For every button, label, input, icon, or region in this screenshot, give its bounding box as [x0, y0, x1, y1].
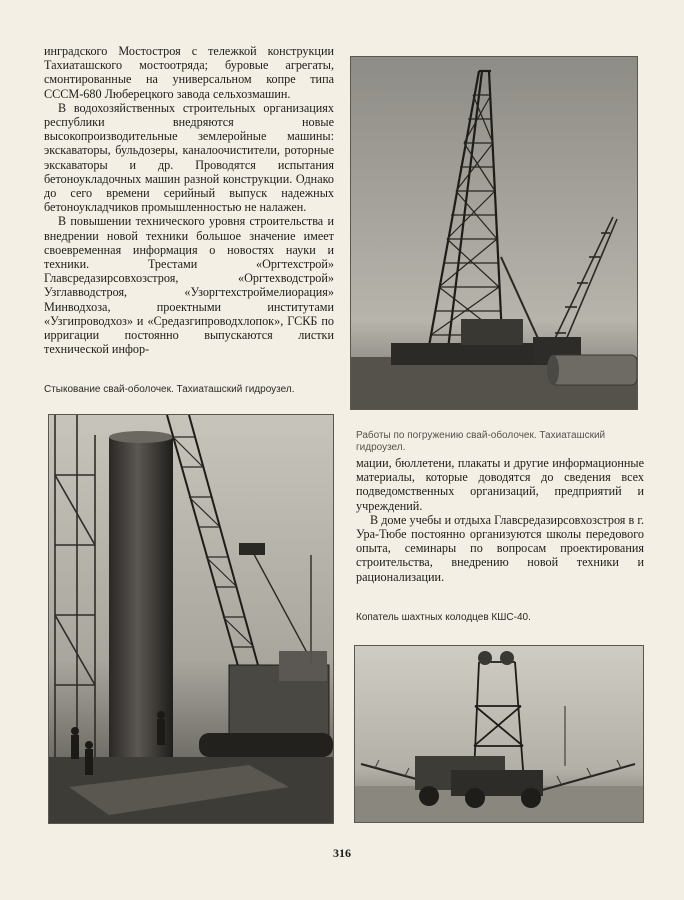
pile-joining-illustration	[49, 415, 333, 823]
paragraph: инградского Мостостроя с тележкой конструкции Тахиаташского мостоотряда; буровые агрегаты, смонтированные на универсальном копре типа СССМ-680 Люберецкого завода сельхозмашин.	[44, 44, 334, 101]
paragraph: В доме учебы и отдыха Главсредазирсовхозстроя в г. Ура-Тюбе постоянно организуются школы передового опыта, семинары по вопросам проектирования строительства, внедрению новой техники и рационализации.	[356, 512, 644, 584]
paragraph: мации, бюллетени, плакаты и другие информационные материалы, которые доводятся до сведения всех подведомственных организаций, предприятий и учреждений.	[356, 456, 644, 513]
photo-caption-pile-submersion: Работы по погружению свай-оболочек. Тахиаташский гидроузел.	[356, 430, 606, 453]
photo-pile-submersion-rig	[350, 56, 638, 410]
paragraph: В повышении технического уровня строительства и внедрении новой техники большое значение имеет своевременная информация о новостях науки и техники. Трестами «Оргтехстрой» Главсредазирсовхозстроя, «Оргтехводстрой» Узглавводстроя, «Узоргтехстроймелиорация» Минводхоза, проектными институтами «Узгипроводхоз» и «Средазгипроводхлопок», ГСКБ по ирригации постоянно выпускаются листки технической инфор-	[44, 214, 334, 357]
pile-rig-illustration	[351, 57, 637, 409]
photo-pile-joining-crane	[48, 414, 334, 824]
photo-caption-pile-joining: Стыкование свай-оболочек. Тахиаташский гидроузел.	[44, 384, 295, 395]
left-text-column	[44, 44, 334, 356]
photo-well-digger-kshs40	[354, 645, 644, 823]
well-digger-illustration	[355, 646, 643, 822]
paragraph: В водохозяйственных строительных организациях республики внедряются новые высокопроизводительные землеройные машины: экскаваторы, бульдозеры, каналоочистители, роторные экскаваторы и др. Проводятся испытания бетоноукладочных машин разной конструкции. Однако до сего времени серийный выпуск надежных бетоноукладчиков промышленностью не налажен.	[44, 100, 334, 215]
page-number: 316	[333, 846, 351, 860]
right-text-column	[356, 456, 644, 584]
photo-caption-well-digger: Копатель шахтных колодцев КШС-40.	[356, 612, 531, 623]
